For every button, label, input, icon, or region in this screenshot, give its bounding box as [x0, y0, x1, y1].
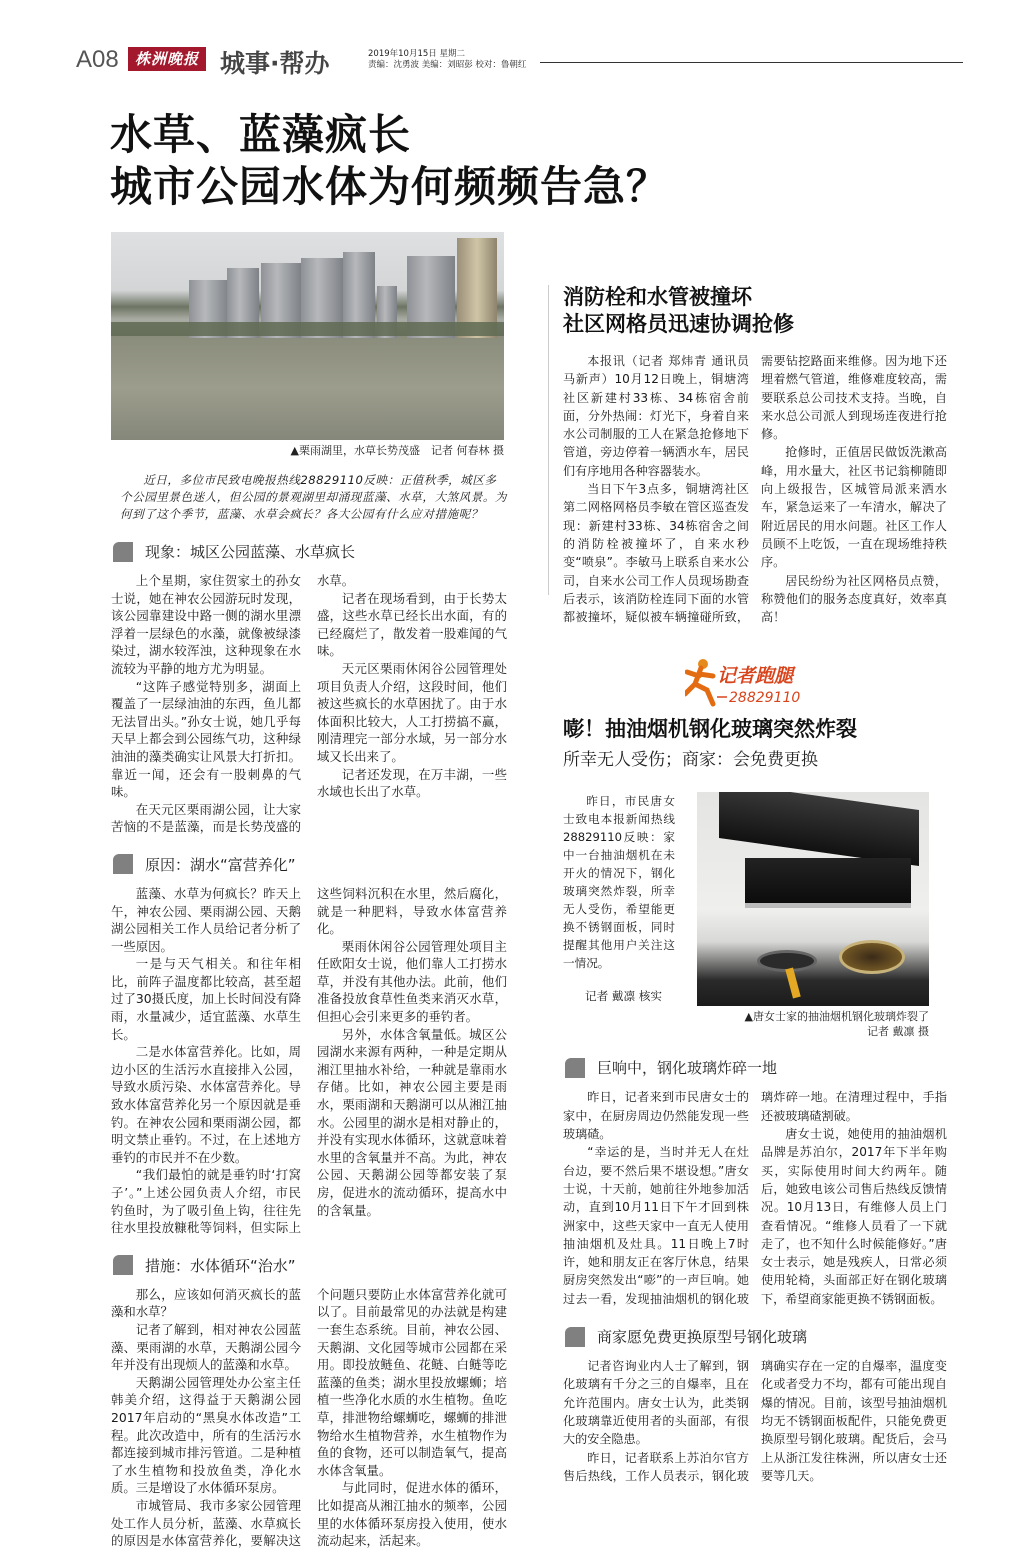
section-heading-cause: [113, 854, 507, 875]
section-heading-text: 原因：湖水“富营养化”: [145, 855, 296, 874]
section-body-phenomenon: [111, 572, 507, 836]
paragraph: 市城管局、我市多家公园管理处工作人员分析，蓝藻、水草疯长的原因是水体富营养化，要解决这个问题只要防止水体富营养化就可以了。目前最常见的办法就是构建一套生态系统。目前，神农公园、天鹅湖、文化园等城市公园都在采用。即投放鲢鱼、花鲢、白鲢等吃蓝藻的鱼类；湖水里投放螺蛳；培植一些净化水质的水生植物。鱼吃草，排泄物给螺蛳吃，螺蛳的排泄物给水生植物营养，水生植物作为鱼的食物，还可以制造氧气，提高水体含氧量。: [111, 1286, 507, 1549]
paragraph: “幸运的是，当时并无人在灶台边，要不然后果不堪设想。”唐女士说，十天前，她前往外地参加活动，直到10月11日下午才回到株洲家中，这些天家中一直无人使用抽油烟机及灶具。11日晚上7时许，她和朋友正在客厅休息，结果厨房突然发出“嘭”的一声巨响。她过去一看，发现抽油烟机的钢化玻璃炸碎一地。在清理过程中，手指还被玻璃碴割破。: [563, 1090, 947, 1306]
paragraph: 在天元区栗雨湖公园，让大家苦恼的不是蓝藻，而是长势茂盛的水草。: [111, 573, 355, 835]
section-marker-icon: [565, 1058, 585, 1078]
logo-text: 记者跑腿: [717, 665, 794, 688]
paragraph: 本报讯（记者 郑炜青 通讯员 马新声）10月12日晚上，铜塘湾社区新建村33栋、34栋宿舍前面，分外热闹：灯光下，身着自来水公司制服的工人在紧急抢修地下管道，旁边停着一辆洒水车，居民们有序地用各种容器装水。: [563, 354, 749, 478]
main-headline-line1: 水草、蓝藻疯长: [110, 110, 412, 159]
paragraph: 昨日，记者联系上苏泊尔官方售后热线，工作人员表示，钢化玻璃确实存在一定的自爆率，温度变化或者受力不均，都有可能出现自爆的情况。目前，该型号抽油烟机均无不锈钢面板配件，只能免费更换原型号钢化玻璃。配货后，会马上从浙江发往株洲，所以唐女士还要等几天。: [563, 1359, 947, 1483]
article3-intro: 昨日，市民唐女士致电本报新闻热线28829110反映：家中一台抽油烟机在未开火的情况下，钢化玻璃突然炸裂，所幸无人受伤，希望能更换不锈钢面板，同时提醒其他用户关注这一情况。: [563, 794, 675, 971]
lake-photo-caption: ▲栗雨湖里，水草长势茂盛 记者 何春林 摄: [290, 444, 504, 457]
header-rule: [540, 62, 963, 63]
section-body-cause: [111, 885, 507, 1237]
column-divider: [548, 285, 549, 595]
paragraph: 那么，应该如何消灭疯长的蓝藻和水草？: [111, 1286, 301, 1320]
main-article: [111, 232, 507, 1550]
range-hood-photo: [697, 792, 929, 1006]
section-heading-explosion: [565, 1057, 947, 1078]
paragraph: “这阵子感觉特别多，湖面上覆盖了一层绿油油的东西，鱼儿都无法冒出头。”孙女士说，她几乎每天早上都会到公园练气功，这种绿油油的藻类确实让风景大打折扣。靠近一闻，还会有一股刺鼻的气味。: [111, 678, 301, 800]
logo-hotline: 28829110: [729, 690, 801, 707]
editor-credits: 责编：沈勇波 美编：刘昭彭 校对：鲁朝红: [368, 60, 527, 70]
paragraph: 与此同时，促进水体的循环，比如提高从湘江抽水的频率，公园里的水体循环泵房投入使用，使水流动起来，活起来。: [317, 1480, 507, 1549]
article2-headline-line2: 社区网格员迅速协调抢修: [563, 312, 794, 336]
section-body-measures: [111, 1286, 507, 1550]
paragraph: 居民纷纷为社区网格员点赞，称赞他们的服务态度真好，效率真高！: [761, 573, 947, 625]
dateline: [368, 49, 526, 71]
newspaper-logo: 株洲晚报: [128, 47, 206, 71]
page-number: A08: [76, 46, 119, 73]
article2-body: [563, 352, 947, 626]
paragraph: 蓝藻、水草为何疯长？昨天上午，神农公园、栗雨湖公园、天鹅湖公园相关工作人员给记者分析了一些原因。: [111, 885, 301, 954]
paragraph: 记者在现场看到，由于长势太盛，这些水草已经长出水面，有的已经腐烂了，散发着一股难闻的气味。: [317, 590, 507, 659]
paragraph: 唐女士说，她使用的抽油烟机品牌是苏泊尔，2017年下半年购买，实际使用时间大约两年。随后，她致电该公司售后热线反馈情况。10月13日，有维修人员上门查看情况。“维修人员看了一下就走了，也不知什么时候能修好。”唐女士表示，她是残疾人，日常必须使用轮椅，头面部正好在钢化玻璃下，希望商家能更换不锈钢面板。: [761, 1127, 947, 1306]
section-body-replacement: [563, 1357, 947, 1485]
section-title: 城事·帮办: [220, 49, 330, 78]
right-articles: [563, 284, 947, 1485]
section-marker-icon: [113, 542, 133, 562]
section-heading-replacement: [565, 1326, 947, 1347]
reporter-errand-logo: [685, 654, 815, 710]
paragraph: 天鹅湖公园管理处办公室主任韩美介绍，这得益于天鹅湖公园2017年启动的“黑臭水体改造”工程。此次改造中，所有的生活污水都连接到城市排污管道。二是种植了水生植物和投放鱼类，净化水质。三是增设了水体循环泵房。: [111, 1374, 301, 1496]
lake-photo: [111, 232, 504, 440]
section-marker-icon: [113, 1255, 133, 1275]
section-marker-icon: [565, 1327, 585, 1347]
paragraph: 当日下午3点多，铜塘湾社区第二网格网格员李敏在管区巡查发现：新建村33栋、34栋宿舍之间的消防栓被撞坏了，自来水秒变“喷泉”。李敏马上联系自来水公司，自来水公司工作人员现场勘查后表示，该消防栓连同下面的水管都被撞坏，疑似被车辆撞碰所致，需要钻挖路面来维修。因为地下还埋着燃气管道，维修难度较高，需要联系总公司技术支持。当晚，自来水总公司派人到现场连夜进行抢修。: [563, 354, 947, 625]
photo-caption-text: ▲唐女士家的抽油烟机钢化玻璃炸裂了: [744, 1010, 929, 1024]
paragraph: 另外，水体含氧量低。城区公园湖水来源有两种，一种是定期从湘江里抽水补给，一种就是靠雨水存储。比如，神农公园主要是雨水，栗雨湖和天鹅湖可以从湘江抽水。公园里的湖水是相对静止的，并没有实现水体循环，这就意味着水里的含氧量并不高。为此，神农公园、天鹅湖公园等都安装了泵房，促进水的流动循环，提高水中的含氧量。: [317, 1026, 507, 1218]
article3-intro-byline: 记者 戴凛 核实: [585, 989, 662, 1004]
section-heading-text: 现象：城区公园蓝藻、水草疯长: [145, 543, 356, 561]
lead-paragraph: 近日，多位市民致电晚报热线28829110反映：正值秋季，城区多个公园里景色迷人，但公园的景观湖里却涌现蓝藻、水草，大煞风景。为何到了这个季节，蓝藻、水草会疯长？各大公园有什么应对措施呢？: [120, 473, 508, 521]
article3-intro-row: [563, 792, 947, 1039]
photo-credit: 记者 戴凛 摄: [867, 1025, 929, 1039]
section-heading-text: 巨响中，钢化玻璃炸碎一地: [597, 1059, 778, 1078]
paragraph: 抢修时，正值居民做饭洗漱高峰，用水量大，社区书记翁柳随即向上级报告，区城管局派来洒水车，紧急运来了一车清水，解决了附近居民的用水问题。社区工作人员顾不上吃饭，一直在现场维持秩序。: [761, 445, 947, 570]
section-heading-text: 措施：水体循环“治水”: [145, 1256, 296, 1275]
paragraph: 记者还发现，在万丰湖，一些水域也长出了水草。: [317, 766, 507, 800]
range-hood-photo-caption: [697, 1009, 929, 1039]
issue-date: 2019年10月15日 星期二: [368, 49, 465, 59]
section-marker-icon: [113, 854, 133, 874]
paragraph: 天元区栗雨休闲谷公园管理处项目负责人介绍，这段时间，他们被这些疯长的水草困扰了。由于水体面积比较大，人工打捞搞不赢，刚清理完一部分水域，另一部分水域又长出来了。: [317, 660, 507, 764]
main-headline-line2: 城市公园水体为何频频告急？: [110, 162, 670, 211]
section-body-explosion: [563, 1088, 947, 1308]
paragraph: 一是与天气相关。和往年相比，前阵子温度都比较高，甚至超过了30摄氏度，加上长时间没有降雨，水量减少，适宜蓝藻、水草生长。: [111, 956, 301, 1042]
article3-headline: 嘭！抽油烟机钢化玻璃突然炸裂: [563, 717, 857, 742]
paragraph: 二是水体富营养化。比如，周边小区的生活污水直接排入公园，导致水质污染、水体富营养化。导致水体富营养化另一个原因就是垂钓。在神农公园和栗雨湖公园，都明文禁止垂钓。不过，在上述地方垂钓的市民并不在少数。: [111, 1044, 301, 1165]
running-man-icon: [685, 654, 815, 710]
article3-subhead: 所幸无人受伤；商家：会免费更换: [563, 750, 818, 771]
paragraph: 记者了解到，相对神农公园蓝藻、栗雨湖的水草，天鹅湖公园今年并没有出现烦人的蓝藻和水草。: [111, 1321, 301, 1373]
article3-intro-block: [563, 792, 675, 1039]
section-heading-phenomenon: [113, 541, 507, 562]
paragraph: 上个星期，家住贺家土的孙女士说，她在神农公园游玩时发现，该公园靠建设中路一侧的湖水里漂浮着一层绿色的水藻，就像被绿漆染过，湖水较浑浊，这种现象在水流较为平静的地方尤为明显。: [111, 573, 301, 676]
paragraph: 昨日，记者来到市民唐女士的家中，在厨房周边仍然能发现一些玻璃碴。: [563, 1090, 749, 1142]
paragraph: 栗雨休闲谷公园管理处项目主任欧阳女士说，他们靠人工打捞水草，并没有其他办法。此前，他们准备投放食草性鱼类来消灭水草，但担心会引来更多的垂钓者。: [317, 938, 507, 1025]
section-heading-text: 商家愿免费更换原型号钢化玻璃: [597, 1328, 808, 1347]
range-hood-figure: [697, 792, 929, 1039]
paragraph: “我们最怕的就是垂钓时‘打窝子’。”上述公园负责人介绍，市民钓鱼时，为了吸引鱼上钩，往往先往水里投放糠秕等饲料，但实际上这些饲料沉积在水里，然后腐化，就是一种肥料，导致水体富营养化。: [111, 885, 507, 1236]
paragraph: 记者咨询业内人士了解到，钢化玻璃有千分之三的自爆率，且在允许范围内。唐女士认为，此类钢化玻璃靠近使用者的头面部，有很大的安全隐患。: [563, 1359, 749, 1447]
article2-headline-line1: 消防栓和水管被撞坏: [563, 285, 752, 309]
section-heading-measures: [113, 1255, 507, 1276]
